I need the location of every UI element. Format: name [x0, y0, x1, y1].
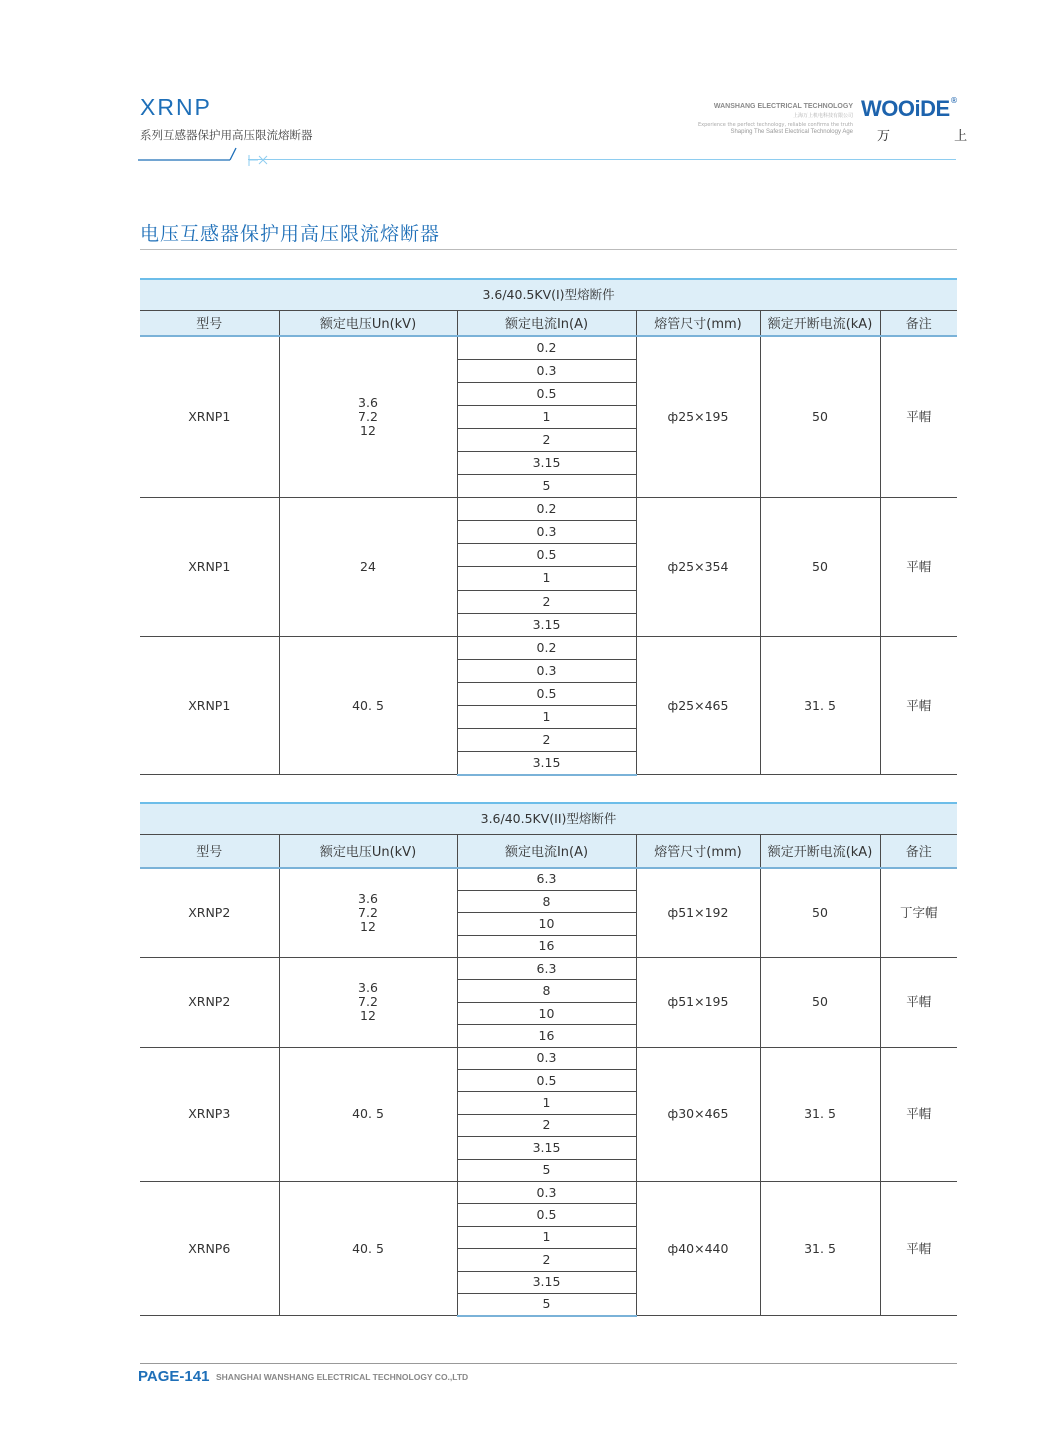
current-cell: 2: [457, 729, 636, 752]
brand-subtitle: 系列互感器保护用高压限流熔断器: [140, 128, 313, 142]
current-cell: 2: [457, 428, 636, 451]
column-header: 备注: [880, 834, 957, 868]
current-cell: 0.3: [457, 1181, 636, 1203]
breaking-current-cell: 31. 5: [760, 1181, 880, 1315]
model-cell: XRNP6: [140, 1181, 279, 1315]
current-cell: 3.15: [457, 752, 636, 775]
current-cell: 3.15: [457, 1137, 636, 1159]
table-row: [140, 1047, 957, 1069]
header-divider: [248, 159, 956, 160]
current-cell: 0.2: [457, 498, 636, 521]
tube-size-cell: ф30×465: [636, 1047, 760, 1181]
current-cell: 0.3: [457, 659, 636, 682]
current-cell: 2: [457, 1114, 636, 1136]
table-caption: 3.6/40.5KV(II)型熔断件: [140, 803, 957, 834]
page-number: PAGE-141: [138, 1368, 210, 1385]
note-cell: 平帽: [880, 336, 957, 498]
column-header: 型号: [140, 834, 279, 868]
model-cell: XRNP2: [140, 868, 279, 958]
breaking-current-cell: 50: [760, 868, 880, 958]
company-name-en: WANSHANG ELECTRICAL TECHNOLOGY: [713, 103, 853, 110]
tube-size-cell: ф51×195: [636, 958, 760, 1048]
table-row: [140, 868, 957, 890]
current-cell: 1: [457, 706, 636, 729]
brand-logo: WOOiDE: [861, 96, 950, 121]
header-slash-icon: [138, 145, 273, 167]
current-cell: 16: [457, 1025, 636, 1047]
breaking-current-cell: 50: [760, 958, 880, 1048]
current-cell: 5: [457, 1159, 636, 1181]
current-cell: 0.2: [457, 336, 636, 359]
current-cell: 1: [457, 567, 636, 590]
column-header: 备注: [880, 310, 957, 336]
spec-table-2: [140, 802, 957, 1317]
column-header: 熔管尺寸(mm): [636, 834, 760, 868]
column-header: 额定开断电流(kA): [760, 310, 880, 336]
tube-size-cell: ф25×195: [636, 336, 760, 498]
brand-logo-cn: 万 上: [877, 129, 998, 144]
spec-table-1: [140, 278, 957, 776]
slogan-line-1: Experience the perfect technology, reliable confirms the truth: [697, 122, 853, 128]
table-caption-row: [140, 803, 957, 834]
column-header: 型号: [140, 310, 279, 336]
note-cell: 丁字帽: [880, 868, 957, 958]
current-cell: 0.3: [457, 521, 636, 544]
table-caption: 3.6/40.5KV(I)型熔断件: [140, 279, 957, 310]
tube-size-cell: ф25×465: [636, 636, 760, 775]
voltage-cell: 3.6 7.2 12: [279, 958, 457, 1048]
current-cell: 0.5: [457, 1204, 636, 1226]
table-row: [140, 498, 957, 521]
current-cell: 3.15: [457, 451, 636, 474]
voltage-cell: 40. 5: [279, 1047, 457, 1181]
table-row: [140, 336, 957, 359]
breaking-current-cell: 31. 5: [760, 636, 880, 775]
table-row: [140, 958, 957, 980]
current-cell: 2: [457, 590, 636, 613]
note-cell: 平帽: [880, 498, 957, 637]
note-cell: 平帽: [880, 1181, 957, 1315]
tube-size-cell: ф25×354: [636, 498, 760, 637]
current-cell: 1: [457, 1226, 636, 1248]
current-cell: 5: [457, 1293, 636, 1315]
table-header-row: [140, 310, 957, 336]
section-divider: [140, 249, 957, 250]
model-cell: XRNP1: [140, 498, 279, 637]
breaking-current-cell: 50: [760, 498, 880, 637]
model-cell: XRNP1: [140, 336, 279, 498]
current-cell: 0.5: [457, 1070, 636, 1092]
breaking-current-cell: 31. 5: [760, 1047, 880, 1181]
note-cell: 平帽: [880, 958, 957, 1048]
note-cell: 平帽: [880, 1047, 957, 1181]
column-header: 额定电压Un(kV): [279, 310, 457, 336]
breaking-current-cell: 50: [760, 336, 880, 498]
current-cell: 0.5: [457, 382, 636, 405]
column-header: 熔管尺寸(mm): [636, 310, 760, 336]
current-cell: 0.2: [457, 636, 636, 659]
footer-company: SHANGHAI WANSHANG ELECTRICAL TECHNOLOGY CO.,LTD: [216, 1372, 469, 1382]
voltage-cell: 3.6 7.2 12: [279, 336, 457, 498]
current-cell: 10: [457, 913, 636, 935]
current-cell: 1: [457, 405, 636, 428]
note-cell: 平帽: [880, 636, 957, 775]
column-header: 额定开断电流(kA): [760, 834, 880, 868]
current-cell: 0.5: [457, 544, 636, 567]
voltage-cell: 24: [279, 498, 457, 637]
company-name-cn: 上海万上机电科技有限公司: [792, 113, 853, 119]
voltage-cell: 40. 5: [279, 1181, 457, 1315]
registered-mark: ®: [950, 96, 958, 105]
column-header: 额定电流In(A): [457, 310, 636, 336]
table-row: [140, 1181, 957, 1203]
model-cell: XRNP1: [140, 636, 279, 775]
table-row: [140, 636, 957, 659]
current-cell: 8: [457, 890, 636, 912]
voltage-cell: 40. 5: [279, 636, 457, 775]
column-header: 额定电流In(A): [457, 834, 636, 868]
current-cell: 6.3: [457, 868, 636, 890]
current-cell: 3.15: [457, 613, 636, 636]
slogan-line-2: Shaping The Safest Electrical Technology Age: [730, 129, 853, 135]
current-cell: 16: [457, 935, 636, 957]
current-cell: 8: [457, 980, 636, 1002]
current-cell: 3.15: [457, 1271, 636, 1293]
current-cell: 0.5: [457, 682, 636, 705]
brand-title: XRNP: [140, 94, 212, 120]
table-header-row: [140, 834, 957, 868]
current-cell: 0.3: [457, 1047, 636, 1069]
current-cell: 1: [457, 1092, 636, 1114]
tube-size-cell: ф40×440: [636, 1181, 760, 1315]
model-cell: XRNP3: [140, 1047, 279, 1181]
voltage-cell: 3.6 7.2 12: [279, 868, 457, 958]
section-title: 电压互感器保护用高压限流熔断器: [140, 223, 441, 245]
column-header: 额定电压Un(kV): [279, 834, 457, 868]
current-cell: 2: [457, 1249, 636, 1271]
current-cell: 6.3: [457, 958, 636, 980]
table-caption-row: [140, 279, 957, 310]
current-cell: 10: [457, 1002, 636, 1024]
tube-size-cell: ф51×192: [636, 868, 760, 958]
footer-divider: [140, 1363, 957, 1364]
current-cell: 5: [457, 475, 636, 498]
model-cell: XRNP2: [140, 958, 279, 1048]
current-cell: 0.3: [457, 359, 636, 382]
